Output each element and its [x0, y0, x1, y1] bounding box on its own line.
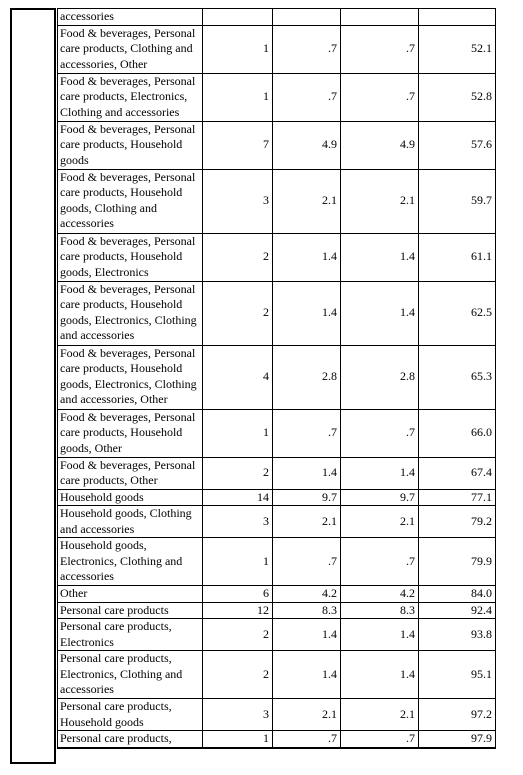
- cumulative-percent-cell: 52.8: [419, 73, 496, 121]
- frequency-cell: 3: [203, 699, 273, 731]
- category-cell: Food & beverages, Personal care products, Electronics, Clothing and accessories: [58, 73, 203, 121]
- table-row: [58, 409, 496, 457]
- table-row: [58, 506, 496, 538]
- valid-percent-cell: .7: [341, 731, 419, 748]
- cumulative-percent-cell: 52.1: [419, 25, 496, 73]
- category-cell: Food & beverages, Personal care products, Other: [58, 457, 203, 489]
- table-row: [58, 489, 496, 506]
- cumulative-percent-cell: 57.6: [419, 121, 496, 169]
- valid-percent-cell: 1.4: [341, 619, 419, 651]
- category-cell: Personal care products,: [58, 731, 203, 748]
- frequency-table-body: [58, 9, 496, 748]
- percent-cell: .7: [273, 731, 341, 748]
- category-cell: Food & beverages, Personal care products, Clothing and accessories, Other: [58, 25, 203, 73]
- valid-percent-cell: 2.1: [341, 506, 419, 538]
- category-cell: accessories: [58, 9, 203, 26]
- valid-percent-cell: 1.4: [341, 233, 419, 281]
- cumulative-percent-cell: 65.3: [419, 345, 496, 409]
- percent-cell: [273, 9, 341, 26]
- table-row: [58, 169, 496, 233]
- frequency-cell: 2: [203, 457, 273, 489]
- cumulative-percent-cell: 62.5: [419, 281, 496, 345]
- valid-percent-cell: .7: [341, 409, 419, 457]
- cumulative-percent-cell: 97.9: [419, 731, 496, 748]
- frequency-cell: 1: [203, 73, 273, 121]
- frequency-cell: 2: [203, 619, 273, 651]
- cumulative-percent-cell: 59.7: [419, 169, 496, 233]
- cumulative-percent-cell: 77.1: [419, 489, 496, 506]
- category-cell: Food & beverages, Personal care products, Household goods: [58, 121, 203, 169]
- cumulative-percent-cell: [419, 9, 496, 26]
- cumulative-percent-cell: 66.0: [419, 409, 496, 457]
- frequency-cell: 1: [203, 731, 273, 748]
- valid-percent-cell: 2.8: [341, 345, 419, 409]
- valid-percent-cell: 1.4: [341, 651, 419, 699]
- table-row: [58, 651, 496, 699]
- valid-percent-cell: .7: [341, 25, 419, 73]
- frequency-cell: 7: [203, 121, 273, 169]
- valid-percent-cell: 4.2: [341, 586, 419, 603]
- frequency-cell: 4: [203, 345, 273, 409]
- percent-cell: 1.4: [273, 651, 341, 699]
- category-cell: Personal care products, Electronics, Clothing and accessories: [58, 651, 203, 699]
- table-row: [58, 25, 496, 73]
- percent-cell: 8.3: [273, 602, 341, 619]
- valid-percent-cell: 2.1: [341, 169, 419, 233]
- category-cell: Household goods: [58, 489, 203, 506]
- frequency-cell: 12: [203, 602, 273, 619]
- category-cell: Personal care products, Household goods: [58, 699, 203, 731]
- cumulative-percent-cell: 92.4: [419, 602, 496, 619]
- frequency-cell: 1: [203, 25, 273, 73]
- frequency-cell: 1: [203, 409, 273, 457]
- cumulative-percent-cell: 79.2: [419, 506, 496, 538]
- percent-cell: 9.7: [273, 489, 341, 506]
- cumulative-percent-cell: 67.4: [419, 457, 496, 489]
- percent-cell: 4.2: [273, 586, 341, 603]
- frequency-cell: 6: [203, 586, 273, 603]
- category-cell: Other: [58, 586, 203, 603]
- percent-cell: .7: [273, 25, 341, 73]
- category-cell: Personal care products: [58, 602, 203, 619]
- valid-percent-cell: 4.9: [341, 121, 419, 169]
- frequency-cell: 3: [203, 169, 273, 233]
- valid-percent-cell: 2.1: [341, 699, 419, 731]
- percent-cell: 2.8: [273, 345, 341, 409]
- table-row: [58, 345, 496, 409]
- percent-cell: 2.1: [273, 699, 341, 731]
- table-row: [58, 9, 496, 26]
- table-row: [58, 586, 496, 603]
- cumulative-percent-cell: 84.0: [419, 586, 496, 603]
- valid-percent-cell: 9.7: [341, 489, 419, 506]
- cumulative-percent-cell: 79.9: [419, 538, 496, 586]
- cumulative-percent-cell: 61.1: [419, 233, 496, 281]
- percent-cell: 2.1: [273, 506, 341, 538]
- frequency-table: [57, 8, 496, 749]
- percent-cell: 1.4: [273, 457, 341, 489]
- category-cell: Household goods, Clothing and accessories: [58, 506, 203, 538]
- category-cell: Food & beverages, Personal care products, Household goods, Electronics: [58, 233, 203, 281]
- table-row: [58, 457, 496, 489]
- frequency-cell: 1: [203, 538, 273, 586]
- table-row: [58, 699, 496, 731]
- cumulative-percent-cell: 95.1: [419, 651, 496, 699]
- table-row: [58, 233, 496, 281]
- category-cell: Household goods, Electronics, Clothing and accessories: [58, 538, 203, 586]
- cumulative-percent-cell: 93.8: [419, 619, 496, 651]
- row-group-column: [10, 8, 56, 764]
- frequency-cell: 2: [203, 651, 273, 699]
- category-cell: Food & beverages, Personal care products, Household goods, Clothing and accessories: [58, 169, 203, 233]
- table-row: [58, 602, 496, 619]
- category-cell: Food & beverages, Personal care products, Household goods, Other: [58, 409, 203, 457]
- frequency-cell: 2: [203, 281, 273, 345]
- percent-cell: 1.4: [273, 233, 341, 281]
- percent-cell: .7: [273, 409, 341, 457]
- percent-cell: .7: [273, 73, 341, 121]
- percent-cell: 1.4: [273, 619, 341, 651]
- table-row: [58, 619, 496, 651]
- category-cell: Food & beverages, Personal care products, Household goods, Electronics, Clothing and accessories: [58, 281, 203, 345]
- percent-cell: 2.1: [273, 169, 341, 233]
- percent-cell: 4.9: [273, 121, 341, 169]
- category-cell: Personal care products, Electronics: [58, 619, 203, 651]
- table-row: [58, 281, 496, 345]
- valid-percent-cell: 1.4: [341, 457, 419, 489]
- percent-cell: .7: [273, 538, 341, 586]
- frequency-cell: 3: [203, 506, 273, 538]
- valid-percent-cell: 1.4: [341, 281, 419, 345]
- frequency-cell: [203, 9, 273, 26]
- valid-percent-cell: .7: [341, 73, 419, 121]
- valid-percent-cell: [341, 9, 419, 26]
- percent-cell: 1.4: [273, 281, 341, 345]
- valid-percent-cell: .7: [341, 538, 419, 586]
- table-row: [58, 538, 496, 586]
- frequency-cell: 14: [203, 489, 273, 506]
- frequency-cell: 2: [203, 233, 273, 281]
- table-row: [58, 73, 496, 121]
- category-cell: Food & beverages, Personal care products, Household goods, Electronics, Clothing and accessories, Other: [58, 345, 203, 409]
- table-row: [58, 121, 496, 169]
- table-row: [58, 731, 496, 748]
- cumulative-percent-cell: 97.2: [419, 699, 496, 731]
- valid-percent-cell: 8.3: [341, 602, 419, 619]
